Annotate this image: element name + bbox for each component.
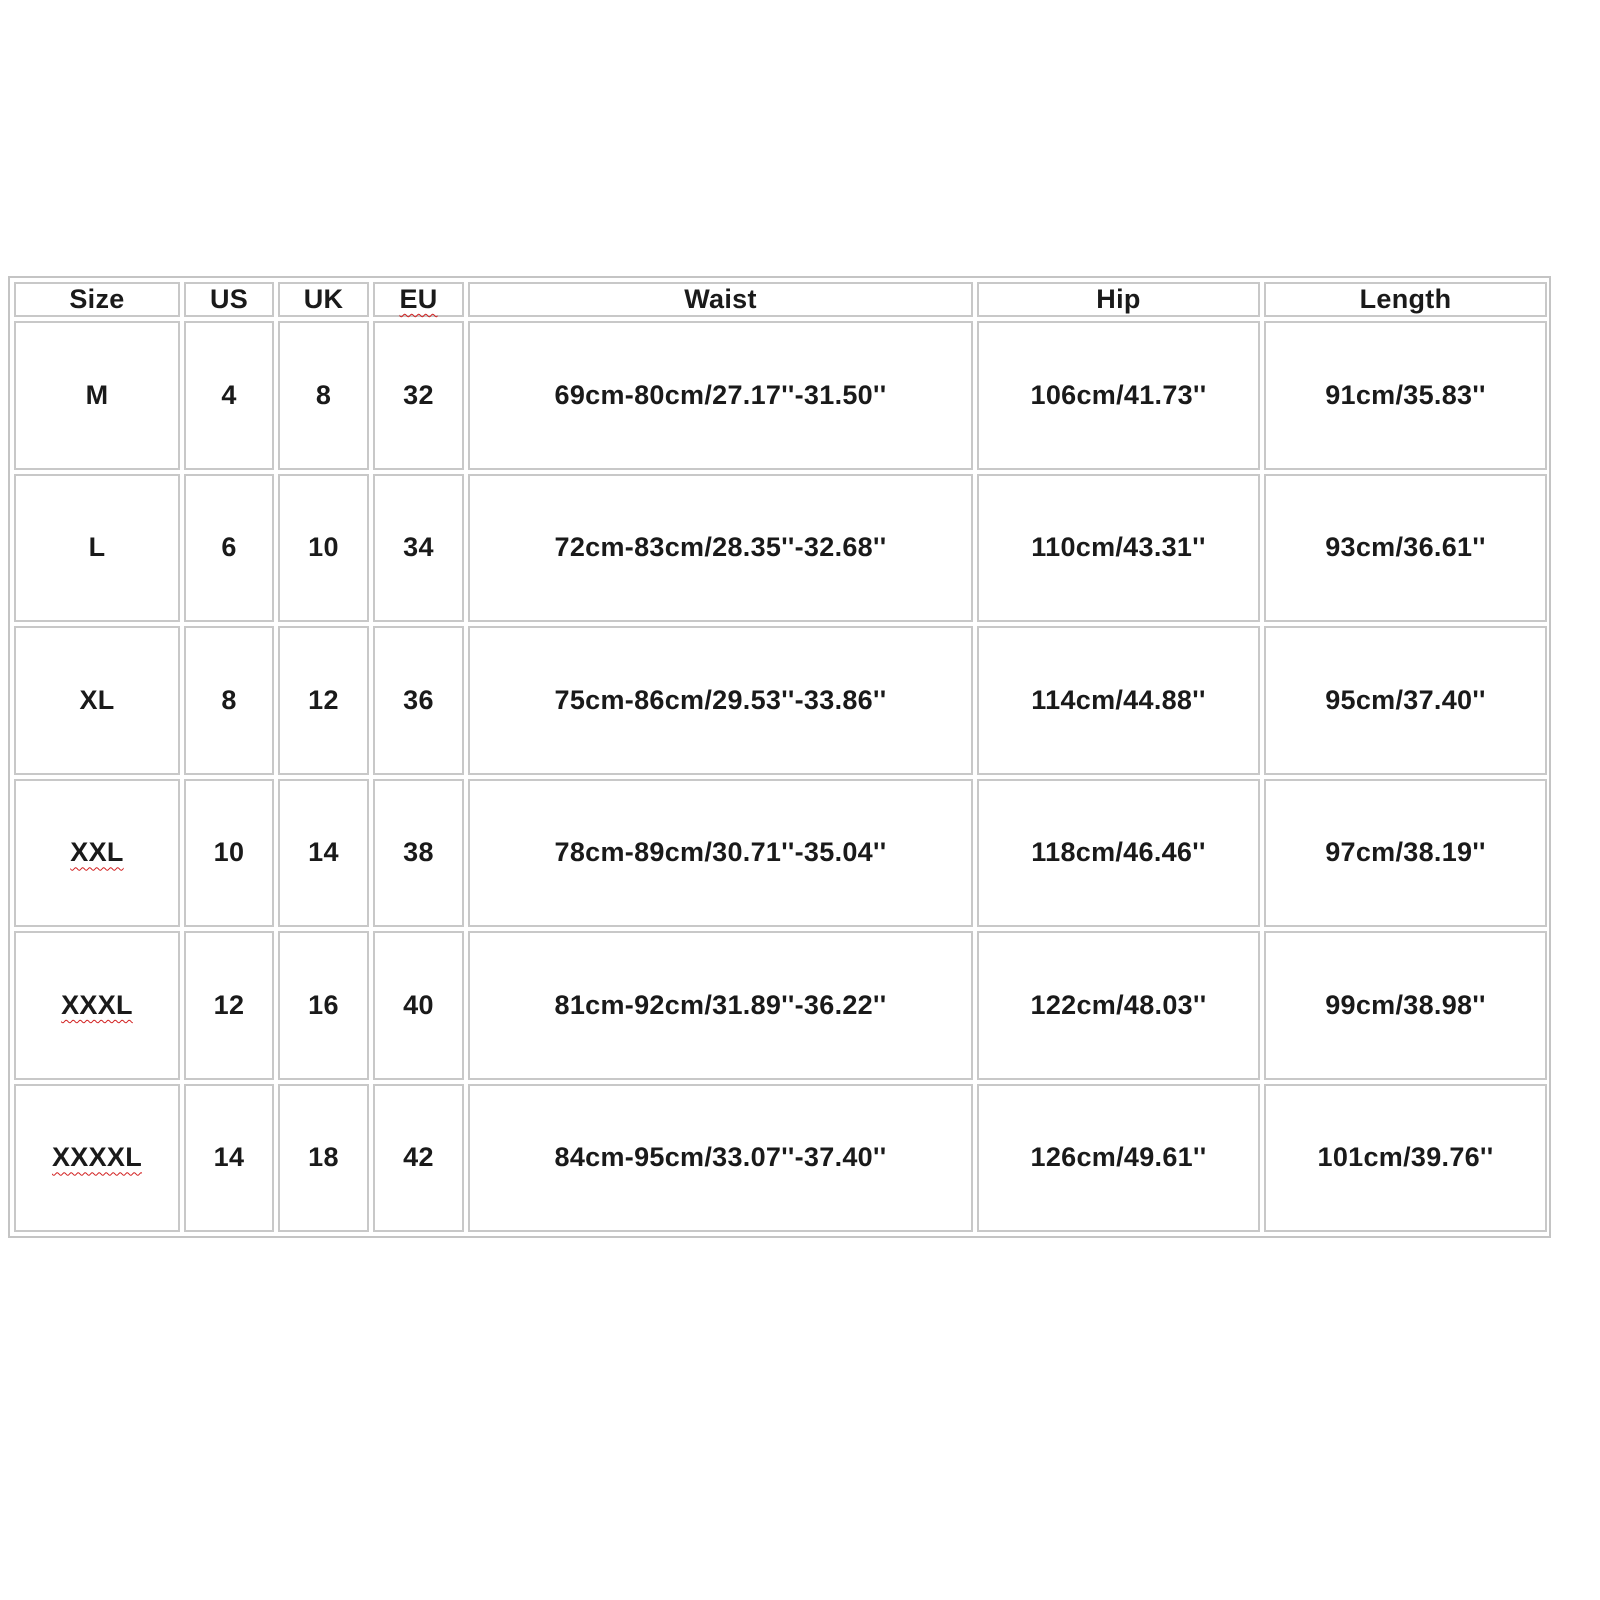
cell-uk: 18: [278, 1084, 369, 1233]
table-row: [14, 321, 1547, 470]
header-length: Length: [1264, 282, 1547, 317]
cell-size-label: XXL: [70, 837, 124, 868]
table-row: [14, 1084, 1547, 1233]
size-grid: [10, 278, 1551, 1236]
table-row: [14, 474, 1547, 623]
cell-us: 4: [184, 321, 274, 470]
cell-us: 14: [184, 1084, 274, 1233]
cell-eu: 34: [373, 474, 464, 623]
cell-size: [14, 1084, 180, 1233]
cell-length: 93cm/36.61'': [1264, 474, 1547, 623]
cell-us: 10: [184, 779, 274, 928]
cell-us: 12: [184, 931, 274, 1080]
cell-waist: 69cm-80cm/27.17''-31.50'': [468, 321, 973, 470]
cell-eu: 40: [373, 931, 464, 1080]
cell-length: 101cm/39.76'': [1264, 1084, 1547, 1233]
header-uk: UK: [278, 282, 369, 317]
cell-eu: 38: [373, 779, 464, 928]
cell-eu: 42: [373, 1084, 464, 1233]
cell-uk: 14: [278, 779, 369, 928]
cell-length: 91cm/35.83'': [1264, 321, 1547, 470]
cell-size: M: [14, 321, 180, 470]
header-waist: Waist: [468, 282, 973, 317]
header-size: Size: [14, 282, 180, 317]
cell-hip: 126cm/49.61'': [977, 1084, 1260, 1233]
cell-waist: 81cm-92cm/31.89''-36.22'': [468, 931, 973, 1080]
cell-uk: 8: [278, 321, 369, 470]
cell-hip: 118cm/46.46'': [977, 779, 1260, 928]
cell-length: 99cm/38.98'': [1264, 931, 1547, 1080]
cell-length: 95cm/37.40'': [1264, 626, 1547, 775]
cell-hip: 106cm/41.73'': [977, 321, 1260, 470]
cell-waist: 78cm-89cm/30.71''-35.04'': [468, 779, 973, 928]
cell-hip: 114cm/44.88'': [977, 626, 1260, 775]
cell-size-label: XXXL: [61, 989, 133, 1020]
cell-length: 97cm/38.19'': [1264, 779, 1547, 928]
cell-size-label: XXXXL: [51, 1142, 143, 1173]
header-eu: [373, 282, 464, 317]
cell-size: L: [14, 474, 180, 623]
cell-size: [14, 779, 180, 928]
size-chart-table: [8, 276, 1551, 1238]
cell-us: 6: [184, 474, 274, 623]
header-hip: Hip: [977, 282, 1260, 317]
cell-uk: 12: [278, 626, 369, 775]
header-us: US: [184, 282, 274, 317]
table-row: [14, 779, 1547, 928]
header-eu-label: EU: [399, 284, 438, 314]
cell-uk: 16: [278, 931, 369, 1080]
cell-waist: 72cm-83cm/28.35''-32.68'': [468, 474, 973, 623]
cell-size: XL: [14, 626, 180, 775]
header-row: [14, 282, 1547, 317]
table-row: [14, 626, 1547, 775]
cell-hip: 110cm/43.31'': [977, 474, 1260, 623]
cell-size: [14, 931, 180, 1080]
table-row: [14, 931, 1547, 1080]
cell-waist: 75cm-86cm/29.53''-33.86'': [468, 626, 973, 775]
cell-eu: 32: [373, 321, 464, 470]
cell-eu: 36: [373, 626, 464, 775]
cell-waist: 84cm-95cm/33.07''-37.40'': [468, 1084, 973, 1233]
cell-us: 8: [184, 626, 274, 775]
cell-uk: 10: [278, 474, 369, 623]
cell-hip: 122cm/48.03'': [977, 931, 1260, 1080]
